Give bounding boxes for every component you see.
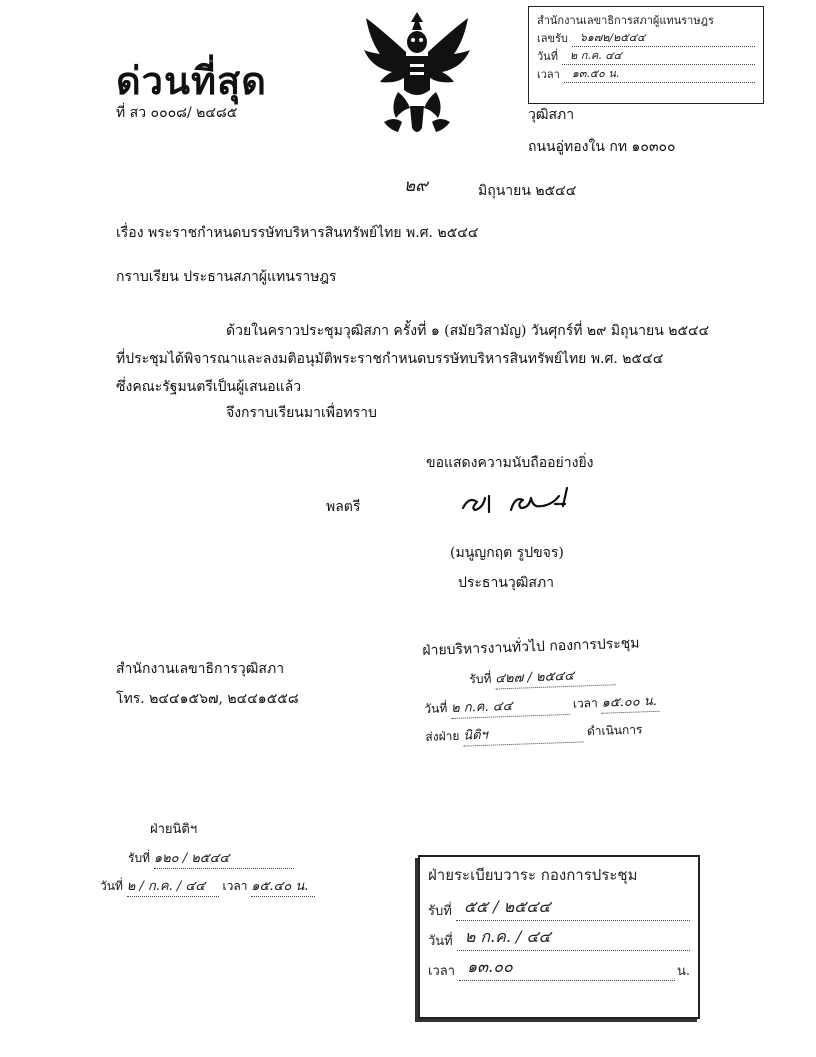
reference-number: ที่ สว ๐๐๐๘/ ๒๔๘๕ (116, 105, 238, 121)
signatory-position: ประธานวุฒิสภา (458, 575, 555, 591)
meeting-stamp-title: ฝ่ายบริหารงานทั่วไป กองการประชุม (422, 635, 640, 659)
legal-note-title: ฝ่ายนิติฯ (150, 822, 198, 837)
subject-line: เรื่อง พระราชกำหนดบรรษัทบริหารสินทรัพย์ไทย พ.ศ. ๒๕๔๔ (116, 225, 479, 241)
registry-stamp (418, 855, 700, 1019)
receipt-stamp-title: สำนักงานเลขาธิการสภาผู้แทนราษฎร (537, 14, 714, 27)
sender-address: ถนนอู่ทองใน กท ๑๐๓๐๐ (528, 139, 676, 155)
receipt-stamp-row: เลขรับ ๖๑๗๒/๒๕๔๔ (537, 29, 755, 47)
registry-stamp-title: ฝ่ายระเบียบวาระ กองการประชุม (428, 866, 638, 884)
urgency-heading: ด่วนที่สุด (116, 59, 267, 103)
legal-division-note (100, 818, 340, 902)
meeting-stamp-received: รับที่ ๔๒๗ / ๒๕๔๔ (423, 661, 694, 692)
footer-phone: โทร. ๒๔๔๑๕๖๗, ๒๔๔๑๕๕๘ (116, 691, 299, 707)
handwritten-signature (455, 482, 590, 522)
garuda-emblem-icon (362, 10, 472, 140)
date-day-handwritten: ๒๙ (404, 176, 428, 196)
receipt-stamp-row: เวลา ๑๓.๕๐ น. (537, 65, 755, 83)
registry-stamp-received: รับที่ ๕๕ / ๒๕๔๔ (428, 891, 690, 921)
body-paragraph-line: ซึ่งคณะรัฐมนตรีเป็นผู้เสนอแล้ว (116, 379, 302, 395)
meeting-stamp-forward: ส่งฝ่าย นิติฯ ดำเนินการ (425, 717, 696, 748)
closing-phrase: ขอแสดงความนับถืออย่างยิ่ง (426, 455, 594, 471)
legal-note-received: รับที่ ๑๒๐ / ๒๕๔๔ (100, 847, 340, 869)
registry-stamp-time: เวลา ๑๓.๐๐ น. (428, 957, 690, 979)
sender-organization: วุฒิสภา (528, 107, 575, 123)
body-paragraph-line: ที่ประชุมได้พิจารณาและลงมติอนุมัติพระราชกำหนดบรรษัทบริหารสินทรัพย์ไทย พ.ศ. ๒๕๔๔ (116, 351, 664, 367)
salutation-line: กราบเรียน ประธานสภาผู้แทนราษฎร (116, 269, 337, 285)
legal-note-date: วันที่ ๒ / ก.ค. / ๔๔ เวลา ๑๕.๔๐ น. (100, 875, 340, 897)
registry-stamp-date: วันที่ ๒ ก.ค. / ๔๔ (428, 921, 690, 951)
receipt-stamp-row: วันที่ ๒ ก.ค. ๔๔ (537, 47, 755, 65)
signatory-rank: พลตรี (326, 499, 361, 515)
signatory-name: (มนูญกฤต รูปขจร) (450, 545, 564, 561)
meeting-stamp-date: วันที่ ๒ ก.ค. ๔๔ เวลา ๑๕.๐๐ น. (424, 689, 695, 720)
date-month-year: มิถุนายน ๒๕๔๔ (478, 183, 577, 199)
meeting-division-stamp (422, 631, 696, 770)
footer-office: สำนักงานเลขาธิการวุฒิสภา (116, 661, 285, 677)
body-paragraph-line: จึงกราบเรียนมาเพื่อทราบ (226, 405, 377, 421)
body-paragraph-line: ด้วยในคราวประชุมวุฒิสภา ครั้งที่ ๑ (สมัยวิสามัญ) วันศุกร์ที่ ๒๙ มิถุนายน ๒๕๔๔ (226, 323, 710, 339)
receipt-stamp-top (528, 6, 764, 104)
